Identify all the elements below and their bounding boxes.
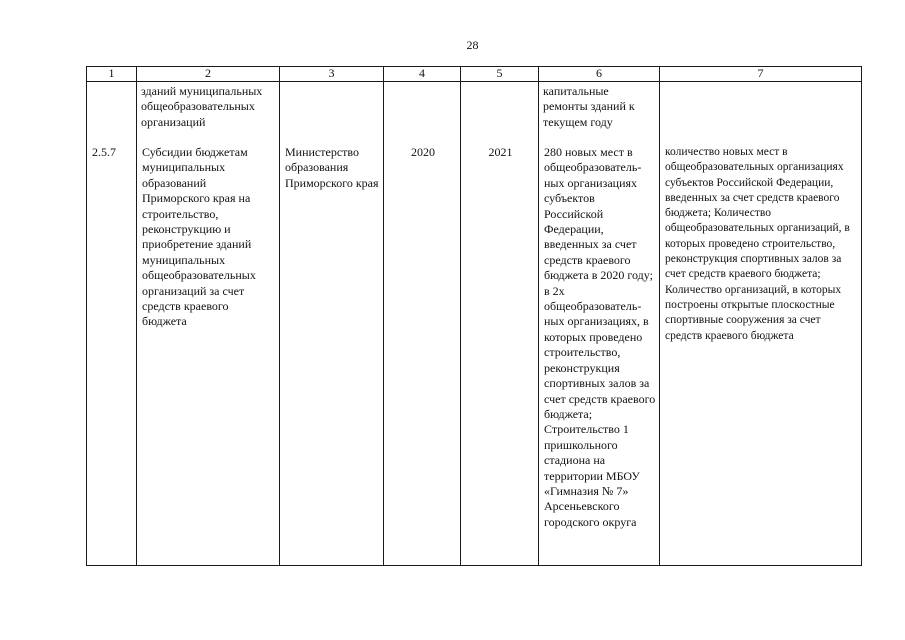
row-name-text: Субсидии бюджетам муниципальных образований Приморского края на строительство, реконструкцию и приобретение зданий муниципальных общеобразовательных организаций за счет средств краевого бюджета <box>142 145 256 329</box>
row-number-text: 2.5.7 <box>92 145 116 159</box>
row-end-year-text: 2021 <box>488 145 513 159</box>
cell-result <box>539 145 660 566</box>
row-start-year-text: 2020 <box>411 145 435 159</box>
cont-start-text <box>384 82 460 84</box>
cont-cell-end <box>461 82 539 141</box>
cell-number <box>87 145 137 566</box>
cont-cell-executor <box>280 82 384 141</box>
program-table <box>86 66 862 566</box>
cont-cell-start <box>384 82 461 141</box>
header-cell-6: 6 <box>539 67 660 82</box>
header-cell-2: 2 <box>137 67 280 82</box>
header-cell-7: 7 <box>660 67 862 82</box>
cont-number-text <box>87 82 136 84</box>
row-executor-text: Министерство образования Приморского края <box>285 145 379 190</box>
cont-cell-indicator <box>660 82 862 141</box>
header-cell-5: 5 <box>461 67 539 82</box>
cell-executor <box>280 145 384 566</box>
row-indicator-text: количество новых мест в общеобразовательных организациях субъектов Российской Федерации, введенных за счет средств краевого бюджета; Количество общеобразовательных организаций, в которых проведено строительство, реконструкция спортивных залов за счет средств краевого бюджета; Количество организаций, в которых построены открытые плоскостные спортивные сооружения за счет средств краевого бюджета <box>665 146 850 342</box>
cont-executor-text <box>280 82 383 84</box>
page-number: 28 <box>466 38 479 52</box>
table-row-continuation <box>87 82 862 141</box>
table-row-2-5-7 <box>87 154 862 566</box>
cell-start-year <box>384 145 461 566</box>
cont-cell-name <box>137 82 280 141</box>
cont-name-text: зданий муниципальных общеобразовательных организаций <box>141 84 263 129</box>
cont-cell-result <box>539 82 660 141</box>
row-result-text: 280 новых мест в общеобразователь-ных организациях субъектов Российской Федерации, введенных за счет средств краевого бюджета в 2020 году; в 2х общеобразователь-ных организациях, в которых проведено строительство, реконструкция спортивных залов за счет средств краевого бюджета; Строительство 1 пришкольного стадиона на территории МБОУ «Гимназия № 7» Арсеньевского городского округа <box>544 145 656 529</box>
cont-end-text <box>461 82 538 84</box>
cont-result-text: капитальные ремонты зданий к текущем году <box>543 84 635 129</box>
header-cell-1: 1 <box>87 67 137 82</box>
cell-name <box>137 145 280 566</box>
header-row <box>87 67 862 82</box>
cont-indicator-text <box>660 82 861 84</box>
cont-cell-number <box>87 82 137 141</box>
header-cell-3: 3 <box>280 67 384 82</box>
cell-indicator <box>660 146 862 566</box>
header-cell-4: 4 <box>384 67 461 82</box>
cell-end-year <box>461 145 539 566</box>
